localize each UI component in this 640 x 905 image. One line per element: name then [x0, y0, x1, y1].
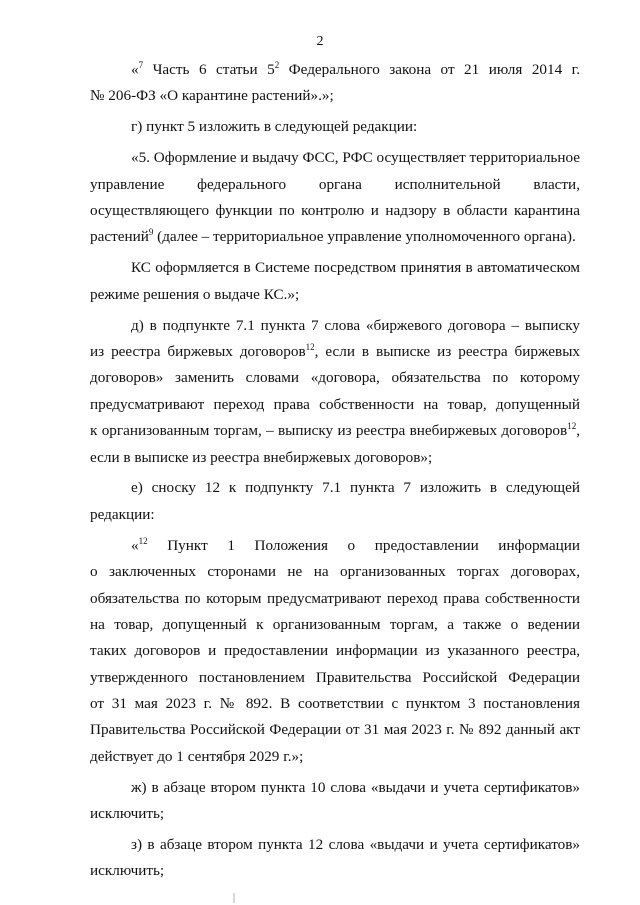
- paragraph-footnote-12-line-5: таких договоров и предоставлении информации из указанного реестра,: [90, 642, 580, 660]
- page-number: 2: [316, 34, 324, 49]
- footnote-ref-12: 12: [305, 341, 315, 352]
- paragraph-item-e-line-1: е) сноску 12 к подпункту 7.1 пункта 7 изложить в следующей: [131, 479, 580, 497]
- paragraph-footnote-12-line-7: от 31 мая 2023 г. № 892. В соответствии с пунктом 3 постановления: [90, 695, 580, 713]
- paragraph-item-d-line-2: из реестра биржевых договоров$^{12}$, если в выписке из реестра биржевых: [90, 341, 580, 360]
- paragraph-item-zh-line-1: ж) в абзаце втором пункта 10 слова «выдачи и учета сертификатов»: [131, 778, 580, 796]
- paragraph-footnote-12-line-1: «$^{12}$ Пункт 1 Положения о предоставлении информации: [131, 535, 580, 554]
- paragraph-footnote-12-line-8: Правительства Российской Федерации от 31 мая 2023 г. № 892 данный акт: [90, 721, 580, 739]
- paragraph-footnote-12-line-3: обязательства по которым предусматривают переход права собственности: [90, 589, 580, 607]
- paragraph-point-5-line-4: растений$^9$ (далее – территориальное управление уполномоченного органа).: [90, 227, 576, 246]
- footnote-ref-9: 9: [148, 227, 154, 238]
- paragraph-point-5-line-1: «5. Оформление и выдачу ФСС, РФС осуществляет территориальное: [131, 149, 580, 167]
- paragraph-item-d-line-5: к организованным торгам, – выписку из реестра внебиржевых договоров$^{12}$,: [90, 421, 580, 440]
- paragraph-footnote-7-line-2: № 206-ФЗ «О карантине растений».»;: [90, 87, 334, 105]
- paragraph-ks-line-2: режиме решения о выдаче КС.»;: [90, 285, 300, 303]
- footnote-ref-7: 7: [138, 60, 144, 70]
- paragraph-item-z-line-1: з) в абзаце втором пункта 12 слова «выдачи и учета сертификатов»: [131, 836, 580, 854]
- paragraph-footnote-12-line-4: на товар, допущенный к организованным торгам, а также о ведении: [90, 615, 580, 633]
- document-body: [90, 57, 580, 885]
- superscript-2: 2: [274, 60, 280, 70]
- paragraph-item-d-line-6: если в выписке из реестра внебиржевых договоров»;: [90, 448, 433, 466]
- paragraph-item-e-line-2: редакции:: [90, 505, 155, 523]
- paragraph-item-d-line-4: предусматривают переход права собственности на товар, допущенный: [90, 395, 580, 413]
- paragraph-footnote-12-line-9: действует до 1 сентября 2029 г.»;: [90, 747, 304, 765]
- footnote-ref-12: 12: [567, 421, 577, 432]
- paragraph-footnote-7-line-1: «$^7$ Часть 6 статьи $5^2$ Федерального закона от 21 июля 2014 г.: [131, 60, 580, 78]
- paragraph-footnote-12-line-6: утвержденного постановлением Правительства Российской Федерации: [90, 668, 580, 686]
- paragraph-item-z-line-2: исключить;: [90, 862, 165, 880]
- paragraph-item-d-line-1: д) в подпункте 7.1 пункта 7 слова «биржевого договора – выписку: [131, 316, 580, 334]
- footnote-ref-12: 12: [138, 535, 148, 546]
- paragraph-item-d-line-3: договоров» заменить словами «договора, обязательства по которому: [90, 369, 580, 387]
- paragraph-item-g: г) пункт 5 изложить в следующей редакции:: [131, 118, 418, 136]
- paragraph-ks-line-1: КС оформляется в Системе посредством принятия в автоматическом: [131, 259, 580, 277]
- paragraph-item-zh-line-2: исключить;: [90, 805, 165, 823]
- scan-artifact: [233, 893, 235, 903]
- paragraph-point-5-line-3: осуществляющего функции по контролю и надзору в области карантина: [90, 201, 580, 219]
- paragraph-footnote-12-line-2: о заключенных сторонами не на организованных торгах договорах,: [90, 563, 580, 581]
- paragraph-point-5-line-2: управление федерального органа исполнительной власти,: [90, 175, 580, 193]
